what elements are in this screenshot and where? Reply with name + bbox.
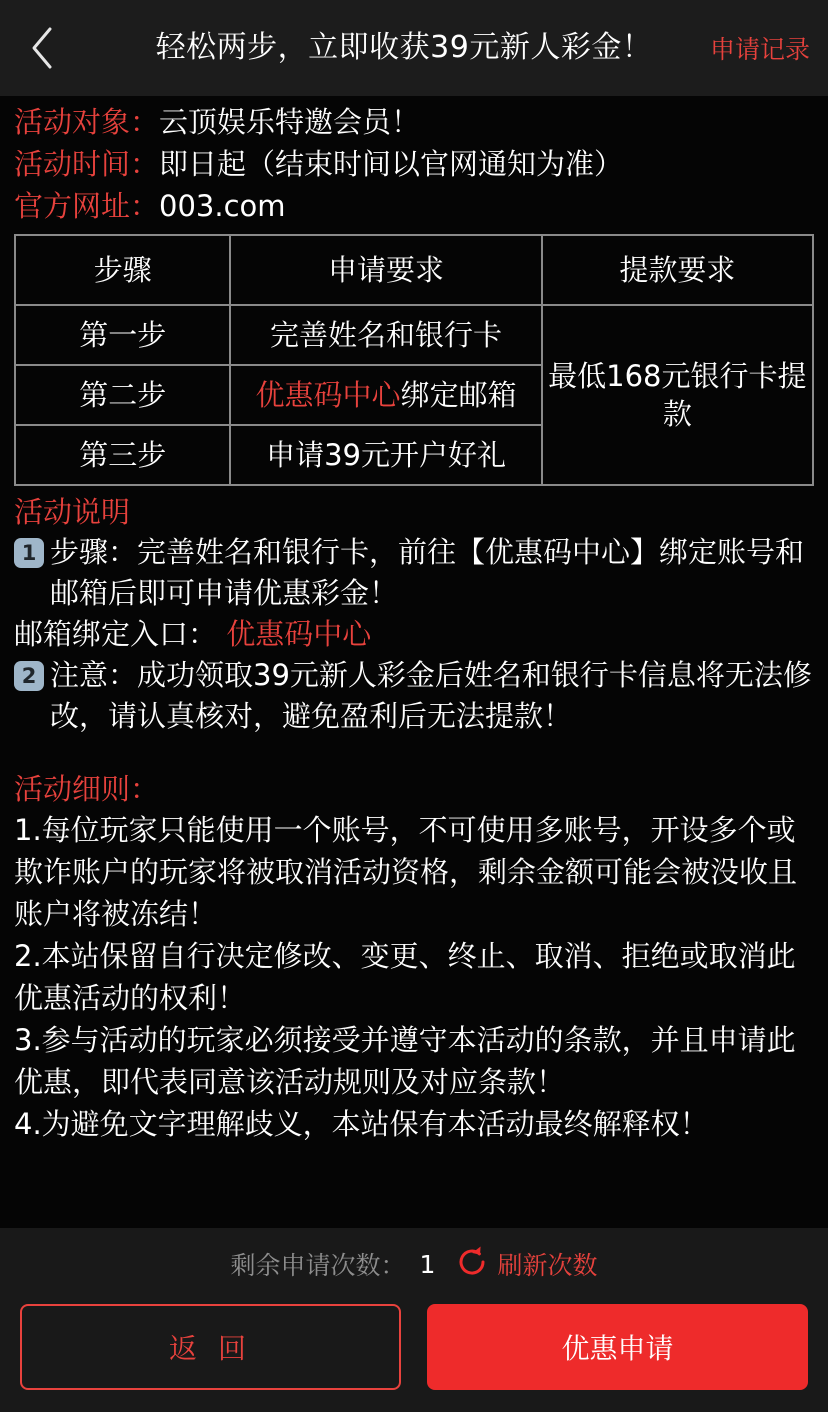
table-row: [15, 305, 813, 365]
info-value-website: 003.com: [159, 189, 286, 223]
description-item-1: [14, 532, 814, 614]
chevron-left-icon: [29, 26, 55, 70]
promo-code-center-highlight: 优惠码中心: [255, 378, 401, 412]
info-row-website: [14, 186, 814, 226]
footer-button-row: [20, 1304, 808, 1390]
info-label-website: 官方网址：: [14, 189, 160, 223]
info-label-target: 活动对象：: [14, 105, 160, 139]
back-button[interactable]: [18, 18, 66, 78]
remaining-attempts-label: 剩余申请次数：: [230, 1251, 406, 1280]
refresh-icon: [455, 1245, 489, 1283]
rule-item-4: 4.为避免文字理解歧义，本站保有本活动最终解释权！: [14, 1107, 709, 1141]
rules-list: [14, 809, 814, 1145]
info-value-target: 云顶娱乐特邀会员！: [159, 105, 421, 139]
info-row-time: [14, 144, 814, 184]
rule-item-2: 2.本站保留自行决定修改、变更、终止、取消、拒绝或取消此优惠活动的权利！: [14, 939, 796, 1015]
content-scroll-area[interactable]: [0, 96, 828, 1228]
spacer: [14, 737, 814, 763]
description-item-2-text: 注意：成功领取39元新人彩金后姓名和银行卡信息将无法修改，请认真核对，避免盈利后无法提款！: [50, 658, 812, 733]
number-badge-2: 2: [14, 661, 44, 691]
table-header-withdraw: 提款要求: [542, 235, 813, 305]
table-header-requirement: 申请要求: [230, 235, 541, 305]
email-binding-entry-label: 邮箱绑定入口：: [14, 617, 218, 651]
cell-step-1: 第一步: [15, 305, 230, 365]
cell-step-2: 第二步: [15, 365, 230, 425]
rule-item-1: 1.每位玩家只能使用一个账号，不可使用多账号，开设多个或欺诈账户的玩家将被取消活动资格，剩余金额可能会被没收且账户将被冻结！: [14, 813, 798, 931]
info-label-time: 活动时间：: [14, 147, 160, 181]
description-item-2: [14, 655, 814, 737]
info-value-time: 即日起（结束时间以官网通知为准）: [159, 147, 624, 181]
cell-withdraw-note: 最低168元银行卡提款: [542, 305, 813, 485]
application-records-link[interactable]: 申请记录: [709, 35, 810, 64]
description-title: 活动说明: [14, 495, 131, 529]
email-binding-entry-row: [14, 614, 814, 655]
apply-promotion-button[interactable]: 优惠申请: [427, 1304, 808, 1390]
remaining-attempts-row: [20, 1242, 808, 1286]
table-header-step: 步骤: [15, 235, 230, 305]
rules-title: 活动细则：: [14, 772, 160, 806]
table-header-row: [15, 235, 813, 305]
cell-step-3: 第三步: [15, 425, 230, 485]
page-title: 轻松两步，立即收获39元新人彩金！: [155, 30, 653, 65]
info-row-target: [14, 102, 814, 142]
rule-item-3: 3.参与活动的玩家必须接受并遵守本活动的条款，并且申请此优惠，即代表同意该活动规则及对应条款！: [14, 1023, 796, 1099]
app-header: [0, 0, 828, 96]
description-item-1-text: 步骤：完善姓名和银行卡，前往【优惠码中心】绑定账号和邮箱后即可申请优惠彩金！: [50, 535, 805, 610]
steps-table: [14, 234, 814, 486]
cell-requirement-3: 申请39元开户好礼: [230, 425, 541, 485]
cell-requirement-2-suffix: 绑定邮箱: [400, 378, 517, 412]
number-badge-1: 1: [14, 538, 44, 568]
back-button-footer[interactable]: 返 回: [20, 1304, 401, 1390]
refresh-attempts-button[interactable]: [455, 1245, 597, 1283]
cell-requirement-2: [230, 365, 541, 425]
remaining-attempts-count: 1: [419, 1249, 436, 1279]
footer-bar: [0, 1228, 828, 1412]
cell-requirement-1: 完善姓名和银行卡: [230, 305, 541, 365]
promo-code-center-link[interactable]: 优惠码中心: [226, 617, 372, 651]
refresh-attempts-label: 刷新次数: [497, 1251, 598, 1280]
